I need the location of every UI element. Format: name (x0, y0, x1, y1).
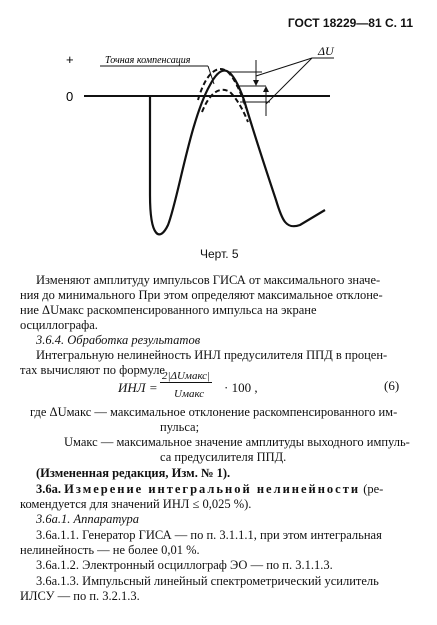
arrowhead-lower (263, 86, 269, 92)
section-36a-tail: (ре- (363, 482, 384, 496)
para-line-2: ния до минимального При этом определяют максимальное отклоне- (20, 288, 383, 302)
para-line-11: са предусилителя ППД. (160, 450, 287, 464)
curve-label: Точная компенсация (105, 55, 191, 66)
section-36a1: 3.6а.1. Аппаратура (36, 512, 139, 526)
formula-tail: · 100 , (224, 380, 258, 395)
para-line-4: осциллографа. (20, 318, 98, 332)
figure-caption: Черт. 5 (200, 247, 239, 261)
section-36a-number: 3.6а. (36, 482, 61, 496)
amendment-note: (Измененная редакция, Изм. № 1). (36, 466, 231, 480)
formula-numerator: 2|ΔUмакс| (162, 370, 211, 382)
page-header: ГОСТ 18229—81 С. 11 (287, 16, 413, 30)
arrowhead-upper (253, 80, 259, 86)
dashed-curve-upper (198, 69, 246, 108)
para-line-14: комендуется для значений ИНЛ ≤ 0,025 %). (20, 497, 252, 511)
para-line-3: ние ΔUмакс раскомпенсированного импульса на экране (20, 303, 317, 317)
para-line-16: 3.6а.1.1. Генератор ГИСА — по п. 3.1.1.1, при этом интегральная (36, 528, 382, 542)
para-line-10: Uмакс — максимальное значение амплитуды выходного импуль- (64, 435, 410, 449)
section-364: 3.6.4. Обработка результатов (36, 333, 201, 347)
para-line-8: где ΔUмакс — максимальное отклонение раскомпенсированного им- (30, 405, 398, 419)
section-36a-title: Измерение интегральной нелинейности (64, 482, 361, 496)
delta-label: ΔU (318, 44, 334, 58)
para-line-7: тах вычисляют по формуле (20, 363, 165, 377)
para-line-9: пульса; (160, 420, 200, 434)
zero-label: 0 (66, 89, 74, 104)
para-line-17: нелинейность — не более 0,01 %. (20, 543, 200, 557)
section-36a-heading (36, 482, 434, 497)
para-line-18: 3.6а.1.2. Электронный осциллограф ЭО — по п. 3.1.1.3. (36, 558, 333, 572)
plus-label: + (66, 52, 74, 67)
oscillogram-figure (0, 0, 437, 245)
para-line-19: 3.6а.1.3. Импульсный линейный спектрометрический усилитель (36, 574, 379, 588)
para-line-20: ИЛСУ — по п. 3.2.1.3. (20, 589, 140, 603)
para-line-6: Интегральную нелинейность ИНЛ предусилителя ППД в процен- (36, 348, 388, 362)
para-line-1: Изменяют амплитуду импульсов ГИСА от максимального значе- (36, 273, 381, 287)
formula-lhs: ИНЛ = (118, 380, 158, 395)
formula-number: (6) (384, 378, 400, 393)
formula-denominator: Uмакс (174, 388, 205, 400)
